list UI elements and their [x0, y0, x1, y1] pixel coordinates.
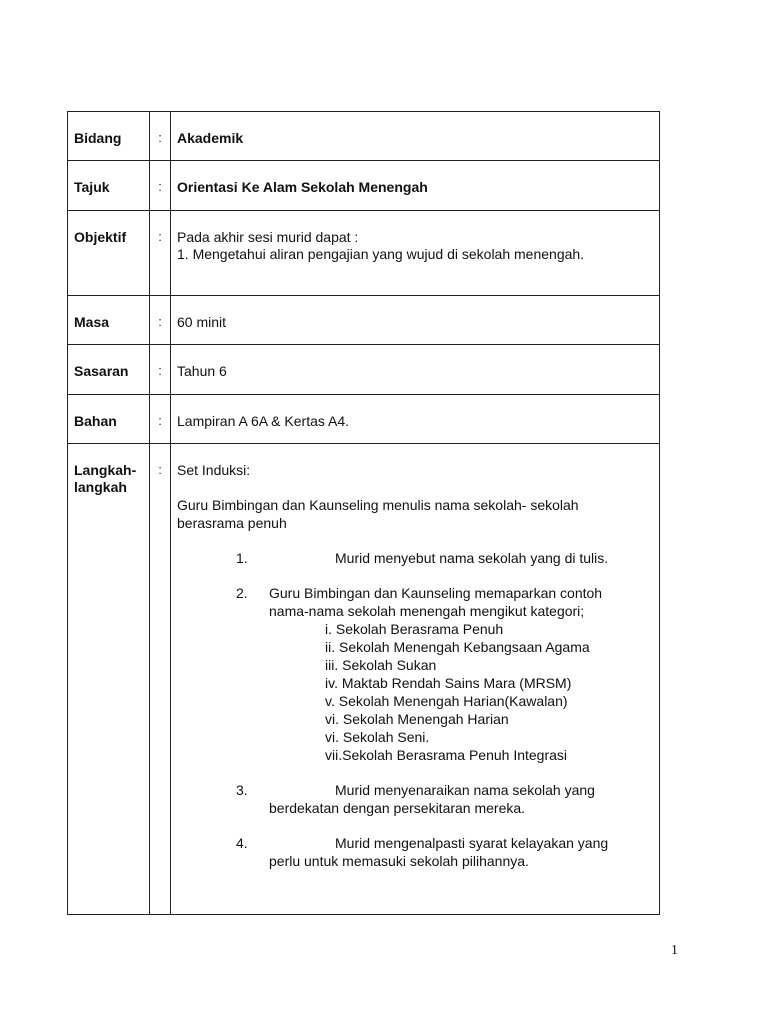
label-objektif: Objektif [68, 211, 150, 296]
label-bidang: Bidang [68, 112, 150, 161]
label-masa: Masa [68, 296, 150, 345]
lesson-plan-table [67, 111, 660, 915]
list-item: iv. Maktab Rendah Sains Mara (MRSM) [325, 675, 572, 691]
separator: : [150, 395, 171, 444]
list-item: vi. Sekolah Seni. [325, 729, 430, 745]
value-objektif [171, 211, 660, 296]
step-text: Murid menyebut nama sekolah yang di tulis. [335, 550, 609, 566]
guru-line-2: berasrama penuh [177, 515, 287, 531]
separator: : [150, 112, 171, 161]
row-tajuk [68, 161, 660, 211]
step-text: perlu untuk memasuki sekolah pilihannya. [269, 853, 529, 869]
label-sasaran: Sasaran [68, 345, 150, 395]
separator: : [150, 296, 171, 345]
value-langkah [171, 444, 660, 915]
row-bahan [68, 395, 660, 444]
step-text: berdekatan dengan persekitaran mereka. [269, 800, 526, 816]
step-text: Guru Bimbingan dan Kaunseling memaparkan contoh [269, 585, 603, 601]
label-bahan: Bahan [68, 395, 150, 444]
label-langkah-line1: Langkah- [74, 462, 137, 478]
step-number: 2. [236, 585, 248, 601]
step-text: nama-nama sekolah menengah mengikut kategori; [269, 603, 585, 619]
guru-line-1: Guru Bimbingan dan Kaunseling menulis nama sekolah- sekolah [177, 497, 579, 513]
guru-paragraph [177, 496, 659, 532]
step-1 [177, 549, 659, 567]
separator: : [150, 444, 171, 915]
separator: : [150, 161, 171, 211]
step-3 [177, 781, 659, 817]
step-text: Murid menyenaraikan nama sekolah yang [335, 782, 595, 798]
value-sasaran: Tahun 6 [171, 345, 660, 395]
list-item: ii. Sekolah Menengah Kebangsaan Agama [325, 639, 590, 655]
step-text: Murid mengenalpasti syarat kelayakan yang [335, 835, 609, 851]
label-langkah [68, 444, 150, 915]
list-item: i. Sekolah Berasrama Penuh [325, 621, 504, 637]
objektif-intro: Pada akhir sesi murid dapat : [177, 229, 359, 245]
value-bahan: Lampiran A 6A & Kertas A4. [171, 395, 660, 444]
row-objektif [68, 211, 660, 296]
row-sasaran [68, 345, 660, 395]
page-number: 1 [671, 943, 678, 958]
objektif-item: 1. Mengetahui aliran pengajian yang wujud di sekolah menengah. [177, 246, 585, 262]
list-item: v. Sekolah Menengah Harian(Kawalan) [325, 693, 568, 709]
step-4 [177, 834, 659, 870]
label-tajuk: Tajuk [68, 161, 150, 211]
separator: : [150, 211, 171, 296]
set-induksi-heading: Set Induksi: [177, 462, 251, 478]
value-masa: 60 minit [171, 296, 660, 345]
list-item: iii. Sekolah Sukan [325, 657, 437, 673]
value-bidang: Akademik [171, 112, 660, 161]
separator: : [150, 345, 171, 395]
list-item: vii.Sekolah Berasrama Penuh Integrasi [325, 747, 568, 763]
step-number: 4. [236, 835, 248, 851]
step-2 [177, 584, 659, 764]
row-bidang [68, 112, 660, 161]
row-masa [68, 296, 660, 345]
list-item: vi. Sekolah Menengah Harian [325, 711, 509, 727]
value-tajuk: Orientasi Ke Alam Sekolah Menengah [171, 161, 660, 211]
label-langkah-line2: langkah [74, 479, 127, 495]
step-number: 1. [236, 550, 248, 566]
category-list [269, 620, 659, 764]
step-number: 3. [236, 782, 248, 798]
row-langkah [68, 444, 660, 915]
